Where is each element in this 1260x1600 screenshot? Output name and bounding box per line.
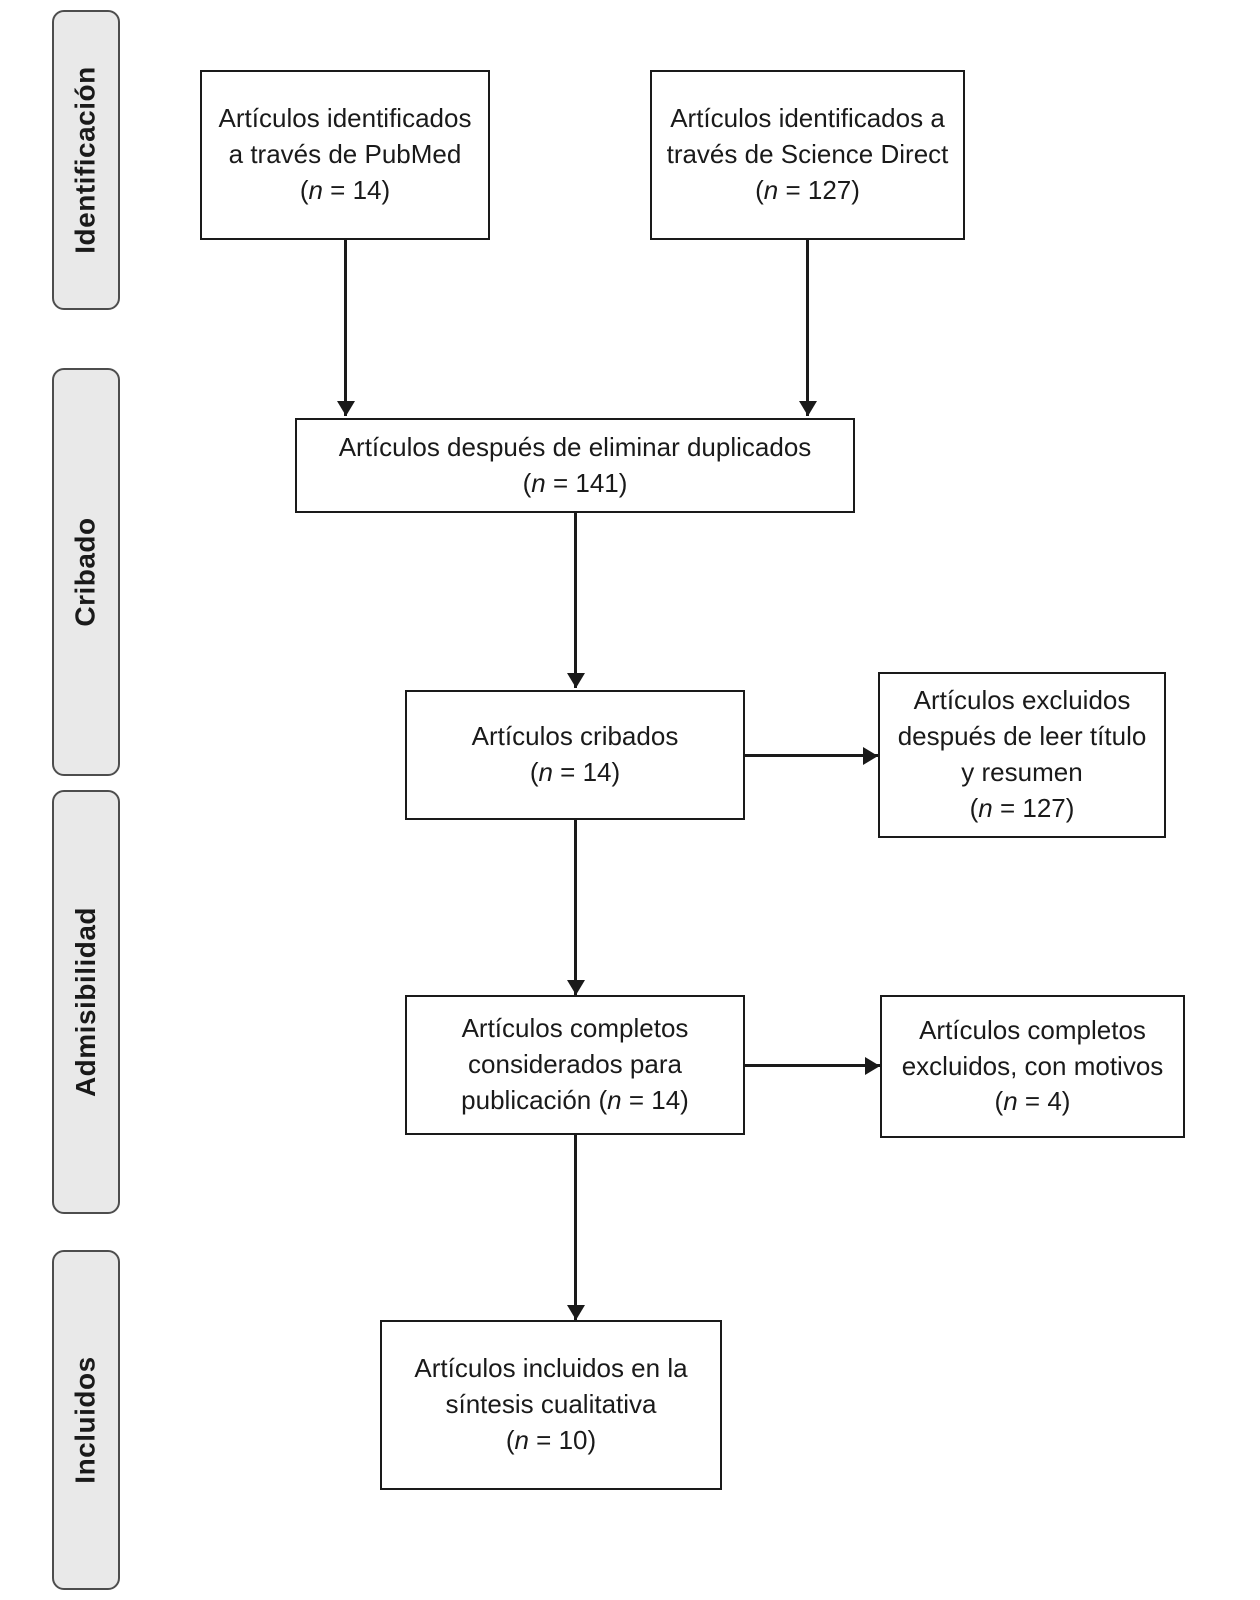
- box-screened-text: Artículos cribados: [471, 721, 679, 752]
- box-duplicates-count: [523, 466, 628, 502]
- stage-identification-label: Identificación: [70, 66, 101, 254]
- arrow-fulltext-to-included: [574, 1135, 577, 1320]
- count-open: (: [505, 1424, 515, 1455]
- arrow-screened-to-fulltext: [574, 820, 577, 995]
- arrow-duplicates-to-screened: [574, 513, 577, 688]
- stage-included: [52, 1250, 120, 1590]
- stage-eligibility-label: Admisibilidad: [70, 906, 102, 1098]
- box-duplicates-text: Artículos después de eliminar duplicados: [338, 431, 812, 462]
- box-excluded-title-count: [970, 791, 1075, 827]
- count-var: n: [514, 1424, 529, 1455]
- count-rest: = 4): [1017, 1086, 1071, 1117]
- count-open: (: [969, 792, 979, 823]
- count-var: n: [978, 792, 993, 823]
- stage-included-label: Incluidos: [70, 1356, 101, 1484]
- box-sciencedirect: [650, 70, 965, 240]
- count-open: (: [529, 757, 539, 787]
- count-rest: = 14): [552, 757, 621, 787]
- box-fulltext-paragraph: [419, 1011, 731, 1119]
- count-var: n: [538, 757, 553, 787]
- count-rest: = 10): [528, 1424, 597, 1455]
- box-duplicates: [295, 418, 855, 513]
- box-screened-count: [530, 755, 620, 791]
- count-rest: = 127): [778, 174, 860, 205]
- count-var: n: [531, 467, 546, 498]
- stage-eligibility: [52, 790, 120, 1214]
- box-pubmed: [200, 70, 490, 240]
- count-var: n: [763, 174, 779, 205]
- box-excluded-reasons: [880, 995, 1185, 1138]
- count-open: (: [994, 1086, 1004, 1117]
- box-fulltext-text: Artículos completos considerados para publicación: [461, 1013, 689, 1115]
- box-excluded-reasons-text: Artículos completos excluidos, con motivos: [901, 1014, 1164, 1081]
- count-open: (: [522, 467, 532, 498]
- count-var: n: [308, 174, 323, 205]
- stage-screening: [52, 368, 120, 776]
- box-included-count: [506, 1423, 596, 1459]
- count-var: n: [1003, 1086, 1018, 1117]
- box-sciencedirect-count: [755, 173, 860, 209]
- arrow-pubmed-to-duplicates: [344, 240, 347, 416]
- box-excluded-title: [878, 672, 1166, 838]
- count-open: (: [755, 174, 764, 205]
- box-fulltext-count: [591, 1085, 689, 1115]
- box-pubmed-text: Artículos identificados a través de PubMed: [218, 103, 472, 170]
- count-open: (: [591, 1084, 608, 1115]
- box-included: [380, 1320, 722, 1490]
- count-var: n: [607, 1084, 622, 1115]
- arrow-fulltext-to-excluded-reasons: [745, 1064, 880, 1067]
- box-fulltext: [405, 995, 745, 1135]
- box-pubmed-count: [300, 173, 390, 209]
- box-excluded-reasons-paragraph: [894, 1013, 1171, 1121]
- count-rest: = 14): [621, 1084, 689, 1115]
- count-open: (: [299, 174, 309, 205]
- arrow-sciencedirect-to-duplicates: [806, 240, 809, 416]
- box-screened: [405, 690, 745, 820]
- count-rest: = 127): [992, 792, 1075, 823]
- box-excluded-reasons-count: [995, 1086, 1071, 1116]
- arrow-screened-to-excluded-title: [745, 754, 878, 757]
- box-included-text: Artículos incluidos en la síntesis cualitativa: [414, 1353, 688, 1420]
- count-rest: = 141): [545, 467, 628, 498]
- box-excluded-title-text: Artículos excluidos después de leer título y resumen: [897, 685, 1147, 787]
- stage-identification: [52, 10, 120, 310]
- count-rest: = 14): [322, 174, 391, 205]
- stage-screening-label: Cribado: [70, 517, 101, 627]
- box-sciencedirect-text: Artículos identificados a través de Science Direct: [666, 103, 949, 170]
